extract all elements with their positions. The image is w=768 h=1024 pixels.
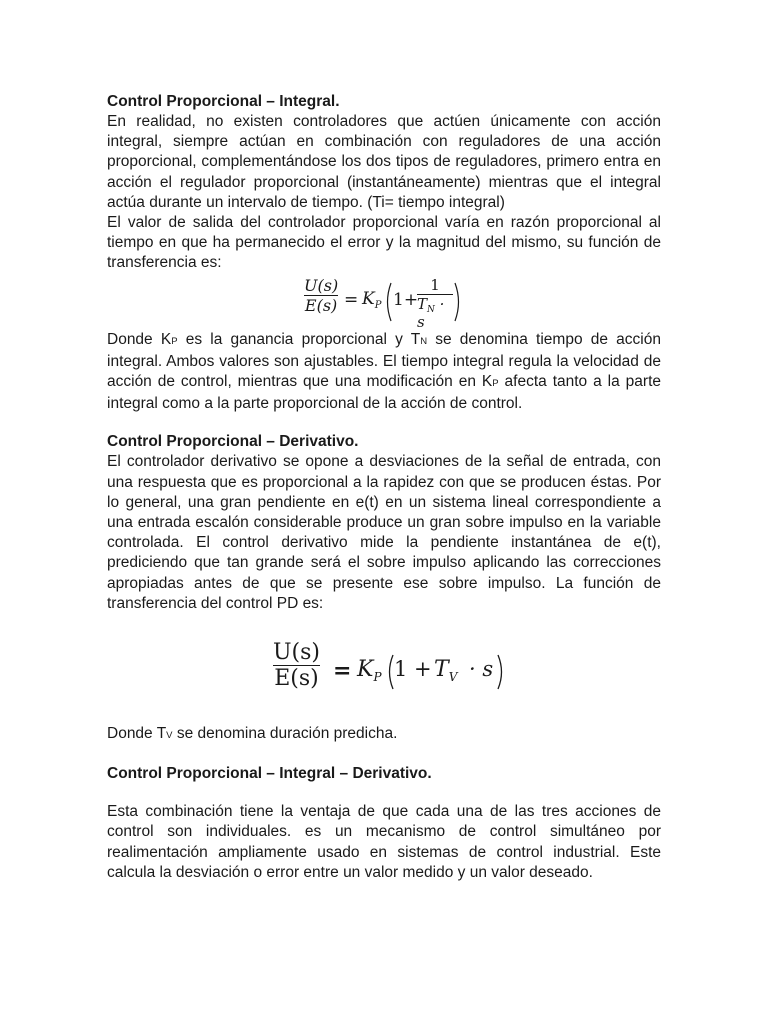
right-parenthesis — [454, 282, 462, 322]
pd-one-plus: 1 + — [394, 657, 432, 682]
inner-den-rest: · s — [417, 294, 445, 331]
paragraph-pi-intro: En realidad, no existen controladores que actúen únicamente con acción integral, siempre actúan en combinación con reguladores de una acción proporcional, complementándose los dos tipos de reguladores, primero entra en acción el regulador proporcional (instantáneamente) mientras que el integral actúa durante un intervalo de tiempo. (Ti= tiempo integral) — [107, 113, 661, 211]
inner-numerator: 1 — [430, 275, 440, 294]
document-page — [107, 92, 661, 883]
equation-pi-transfer — [107, 274, 661, 330]
section-heading-pi: Control Proporcional – Integral. — [107, 93, 340, 110]
gain-symbol: K — [362, 288, 375, 309]
equation-pd-transfer — [107, 614, 661, 724]
pd-equals-sign: = — [333, 658, 352, 685]
pd-gain-symbol: K — [357, 657, 374, 683]
paragraph-pd-intro: El controlador derivativo se opone a desviaciones de la señal de entrada, con una respuesta que es proporcional a la rapidez con que se producen éstas. Por lo general, una gran pendiente en e(t) en un sistema lineal correspondiente a una entrada escalón considerable produce un gran sobre impulso en la variable controlada. El control derivativo mide la pendiente instantánea de e(t), prediciendo que tan grande será el sobre impulso aplicando las correcciones apropiadas antes de que se presente ese sobre impulso. La función de transferencia del control PD es: — [107, 453, 661, 612]
paragraph-pd-definition: Donde TV se denomina duración predicha. — [107, 725, 398, 743]
pd-left-parenthesis — [386, 654, 394, 690]
pd-denominator: E(s) — [274, 666, 319, 692]
equation-denominator: E(s) — [304, 295, 338, 315]
equation-numerator: U(s) — [304, 275, 339, 295]
pd-rest: · s — [469, 657, 494, 682]
inner-den-subscript: N — [427, 304, 435, 315]
section-heading-pid: Control Proporcional – Integral – Derivativo. — [107, 765, 432, 783]
inner-den-t: T — [417, 294, 428, 313]
paragraph-pid-intro: Esta combinación tiene la ventaja de que cada una de las tres acciones de control son individuales. es un mecanismo de control simultáneo por realimentación ampliamente usado en sistemas de control industrial. Este calcula la desviación o error entre un valor medido y un valor deseado. — [107, 803, 661, 881]
pd-time-symbol: T — [434, 657, 449, 683]
one-plus: 1+ — [393, 289, 419, 310]
equals-sign: = — [344, 289, 359, 310]
gain-subscript: P — [374, 299, 382, 311]
section-heading-pd: Control Proporcional – Derivativo. — [107, 433, 359, 451]
left-parenthesis — [384, 282, 392, 322]
pd-time-subscript: V — [448, 670, 458, 685]
paragraph-pi-definitions: Donde KP es la ganancia proporcional y TN se denomina tiempo de acción integral. Ambos valores son ajustables. El tiempo integral regula la velocidad de acción de control, mientras que una modificación en KP afecta tanto a la parte integral como a la parte proporcional de la acción de control. — [107, 330, 662, 413]
paragraph-pi-output: El valor de salida del controlador proporcional varía en razón proporcional al tiempo en que ha permanecido el error y la magnitud del mismo, su función de transferencia es: — [107, 214, 661, 272]
pd-gain-subscript: P — [373, 670, 382, 685]
pd-numerator: U(s) — [273, 640, 320, 666]
pd-right-parenthesis — [497, 654, 505, 690]
